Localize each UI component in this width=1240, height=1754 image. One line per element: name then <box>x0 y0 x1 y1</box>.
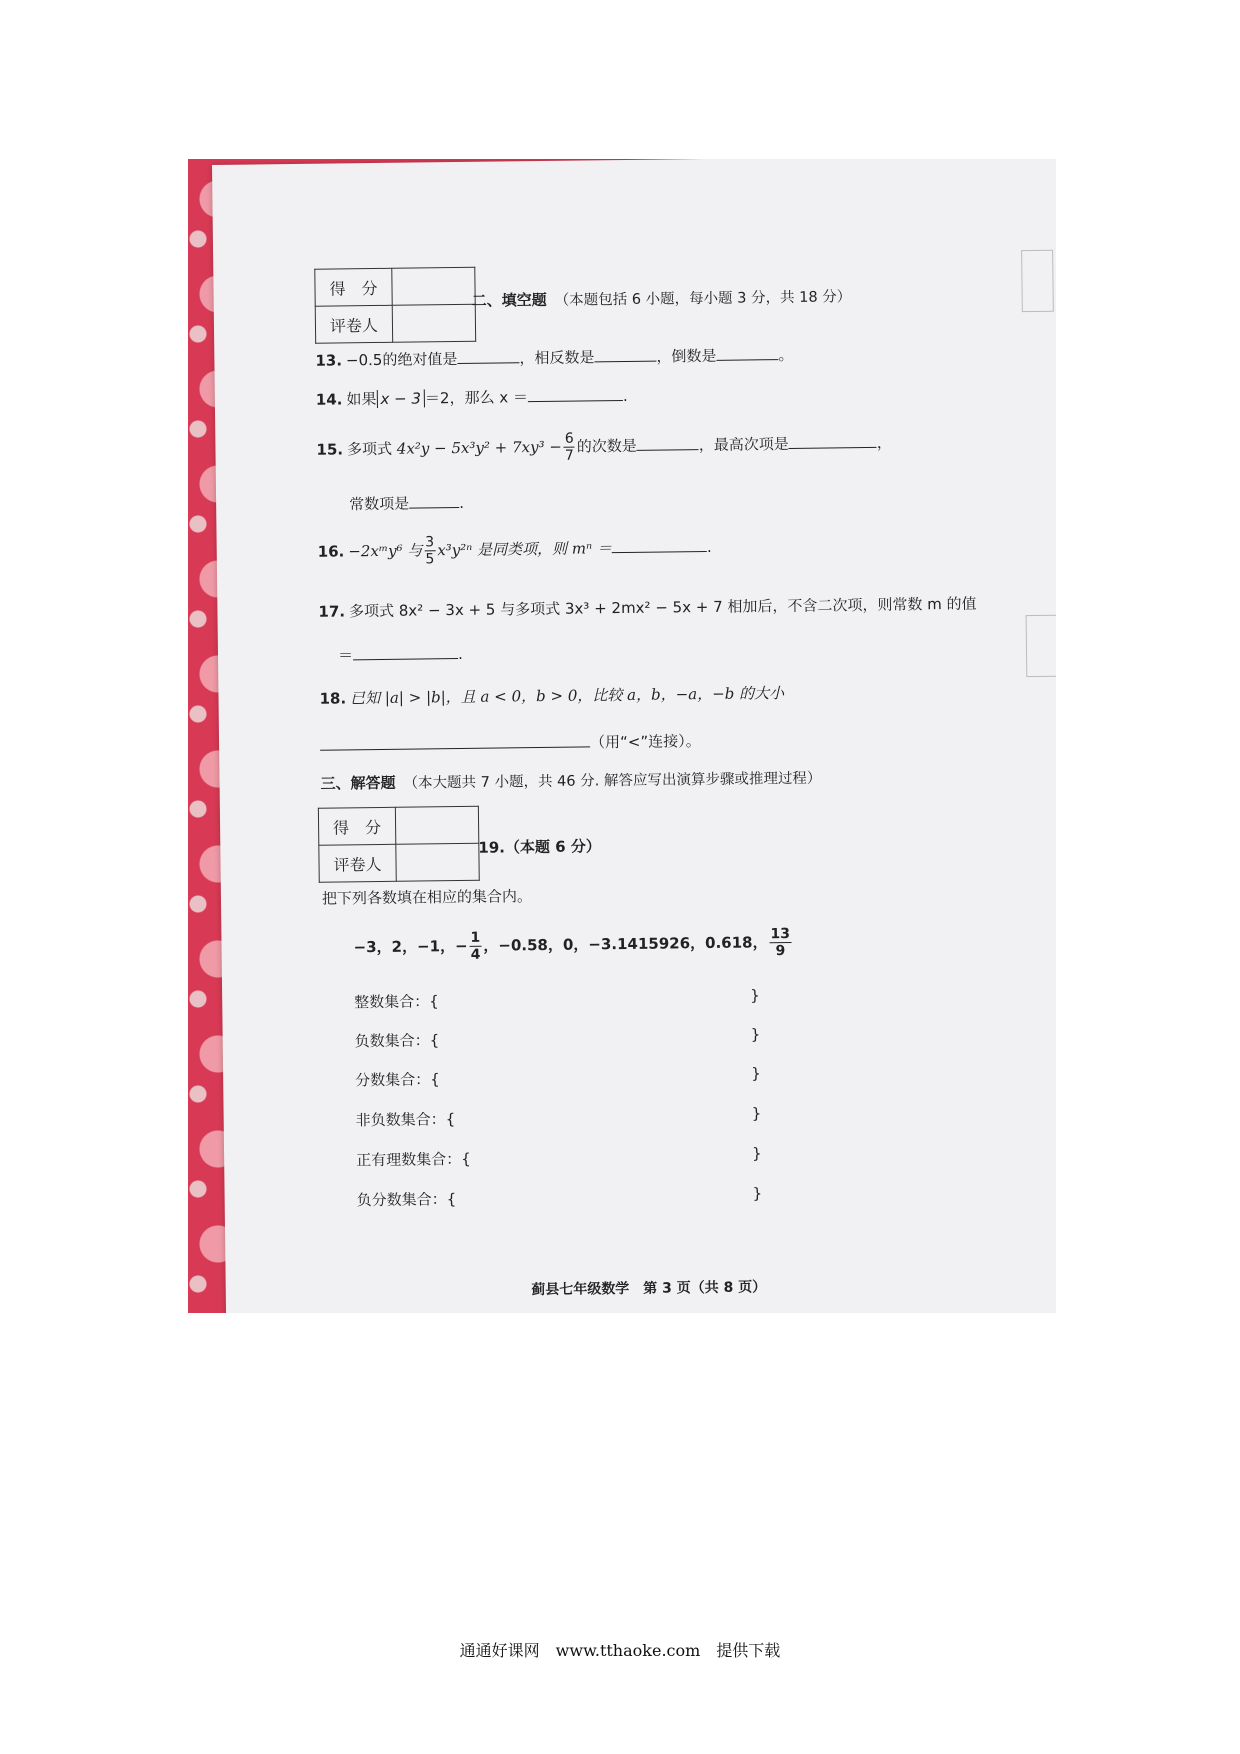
photo-background <box>188 159 1056 1313</box>
question-15-line2 <box>349 492 464 514</box>
set-close-brace: } <box>750 986 760 1005</box>
score-cell[interactable] <box>395 806 478 844</box>
answer-blank[interactable] <box>612 537 707 553</box>
q16-expr-a: −2xᵐy⁶ 与 <box>348 541 423 561</box>
answer-blank[interactable] <box>594 347 656 363</box>
q14-abs: x − 3 <box>376 389 425 408</box>
question-16 <box>318 531 712 569</box>
question-18-line2 <box>320 730 701 756</box>
question-number: 18. <box>319 689 347 708</box>
set-fractions[interactable]: 分数集合：{ <box>355 1070 440 1090</box>
q19-fraction-2 <box>769 926 791 959</box>
fraction-denominator: 7 <box>564 447 575 464</box>
q17-line2-a: ＝ <box>337 646 354 665</box>
answer-blank[interactable] <box>637 435 699 451</box>
section3-title: 三、解答题 <box>320 773 396 793</box>
set-non-negatives[interactable]: 非负数集合：{ <box>355 1110 456 1130</box>
q18-text-a: 已知 |a| > |b|，且 a < 0，b > 0，比较 a，b，−a，−b 的大小 <box>349 684 785 708</box>
q14-text-a: 如果 <box>346 390 377 409</box>
answer-blank[interactable] <box>409 493 459 509</box>
section3-note: （本大题共 7 小题，共 46 分. 解答应写出演算步骤或推理过程） <box>403 770 822 792</box>
grader-label: 评卷人 <box>319 844 396 882</box>
q13-text-a: −0.5的绝对值是 <box>345 350 458 370</box>
set-close-brace: } <box>752 1184 763 1203</box>
q19-numbers-b: ，−0.58，0，−3.1415926，0.618， <box>483 933 768 955</box>
score-cell[interactable] <box>392 267 475 305</box>
download-credit: 通通好课网 www.tthaoke.com 提供下载 <box>459 1641 781 1660</box>
section2-heading <box>472 285 852 311</box>
q19-title: 19.（本题 6 分） <box>478 837 601 857</box>
q13-text-b: ，相反数是 <box>519 348 595 368</box>
question-17 <box>318 593 976 622</box>
q14-text-b: ＝2，那么 x ＝ <box>424 388 529 408</box>
q15-expr: 4x²y − 5x³y² + 7xy³ − <box>396 437 562 458</box>
bleed-through-box <box>1021 250 1054 312</box>
answer-blank[interactable] <box>457 348 519 364</box>
set-close-brace: } <box>752 1144 762 1163</box>
score-label: 得 分 <box>315 268 392 306</box>
question-number: 13. <box>315 351 343 370</box>
grader-cell[interactable] <box>396 843 479 881</box>
section2-note: （本题包括 6 小题，每小题 3 分，共 18 分） <box>554 289 852 309</box>
fraction-denominator: 5 <box>425 551 435 568</box>
grader-cell[interactable] <box>392 304 475 342</box>
q16-expr-b: x³y²ⁿ 是同类项，则 mⁿ ＝ <box>437 539 613 560</box>
page-footer: 蓟县七年级数学 第 3 页（共 8 页） <box>531 1279 767 1299</box>
fraction-numerator: 6 <box>564 430 574 447</box>
answer-blank[interactable] <box>320 732 590 750</box>
question-18 <box>319 682 784 709</box>
fraction-denominator: 4 <box>470 946 481 963</box>
set-positive-rationals[interactable]: 正有理数集合：{ <box>356 1149 471 1170</box>
set-close-brace: } <box>751 1064 761 1083</box>
q15-fraction <box>564 431 575 464</box>
q16-fraction <box>424 534 435 567</box>
fraction-denominator: 9 <box>775 943 786 960</box>
question-number: 15. <box>316 440 344 459</box>
section2-title: 二、填空题 <box>471 290 547 310</box>
q19-numbers-a: −3，2，−1，− <box>353 936 468 957</box>
question-13 <box>315 344 793 371</box>
q17-line2-b: . <box>457 644 463 664</box>
q14-text-c: . <box>622 386 628 405</box>
fraction-numerator: 3 <box>425 534 435 551</box>
fraction-numerator: 13 <box>770 925 791 943</box>
q16-text-end: . <box>706 537 712 556</box>
set-close-brace: } <box>750 1025 761 1044</box>
fraction-numerator: 1 <box>470 929 481 946</box>
set-integers[interactable]: 整数集合：{ <box>354 992 439 1012</box>
set-negative-fractions[interactable]: 负分数集合：{ <box>356 1190 457 1210</box>
q13-text-d: 。 <box>778 345 794 365</box>
q13-text-c: ，倒数是 <box>656 346 717 366</box>
answer-blank[interactable] <box>789 433 877 449</box>
q17-text-a: 多项式 8x² − 3x + 5 与多项式 3x³ + 2mx² − 5x + 7 相加后，不含二次项，则常数 m 的值 <box>348 594 977 621</box>
question-number: 14. <box>315 390 343 409</box>
q15-text-b: 的次数是 <box>576 436 637 456</box>
question-15 <box>316 427 892 467</box>
q15-line2-b: . <box>459 493 465 513</box>
set-negatives[interactable]: 负数集合：{ <box>354 1031 440 1051</box>
bleed-through-box <box>1026 615 1056 677</box>
set-close-brace: } <box>751 1104 762 1123</box>
q19-numbers <box>353 926 793 964</box>
grader-label: 评卷人 <box>315 305 392 343</box>
section3-heading <box>320 767 821 794</box>
score-label: 得 分 <box>318 807 395 845</box>
q15-text-a: 多项式 <box>346 439 393 459</box>
question-number: 17. <box>318 602 346 621</box>
question-number: 16. <box>317 542 345 561</box>
q19-instruction: 把下列各数填在相应的集合内。 <box>321 887 533 908</box>
score-box-section2 <box>314 267 476 344</box>
q19-fraction-1 <box>469 930 481 963</box>
question-17-line2 <box>338 643 463 666</box>
q15-line2-a: 常数项是 <box>349 494 410 514</box>
score-box-q19 <box>318 806 480 883</box>
q15-text-d: ， <box>876 433 892 452</box>
q15-text-c: ，最高次项是 <box>698 434 789 455</box>
answer-blank[interactable] <box>716 345 778 361</box>
exam-paper <box>212 159 1056 1313</box>
question-14 <box>316 385 628 410</box>
answer-blank[interactable] <box>528 386 623 402</box>
q18-line2: （用“<”连接）。 <box>589 732 701 752</box>
answer-blank[interactable] <box>353 644 458 660</box>
